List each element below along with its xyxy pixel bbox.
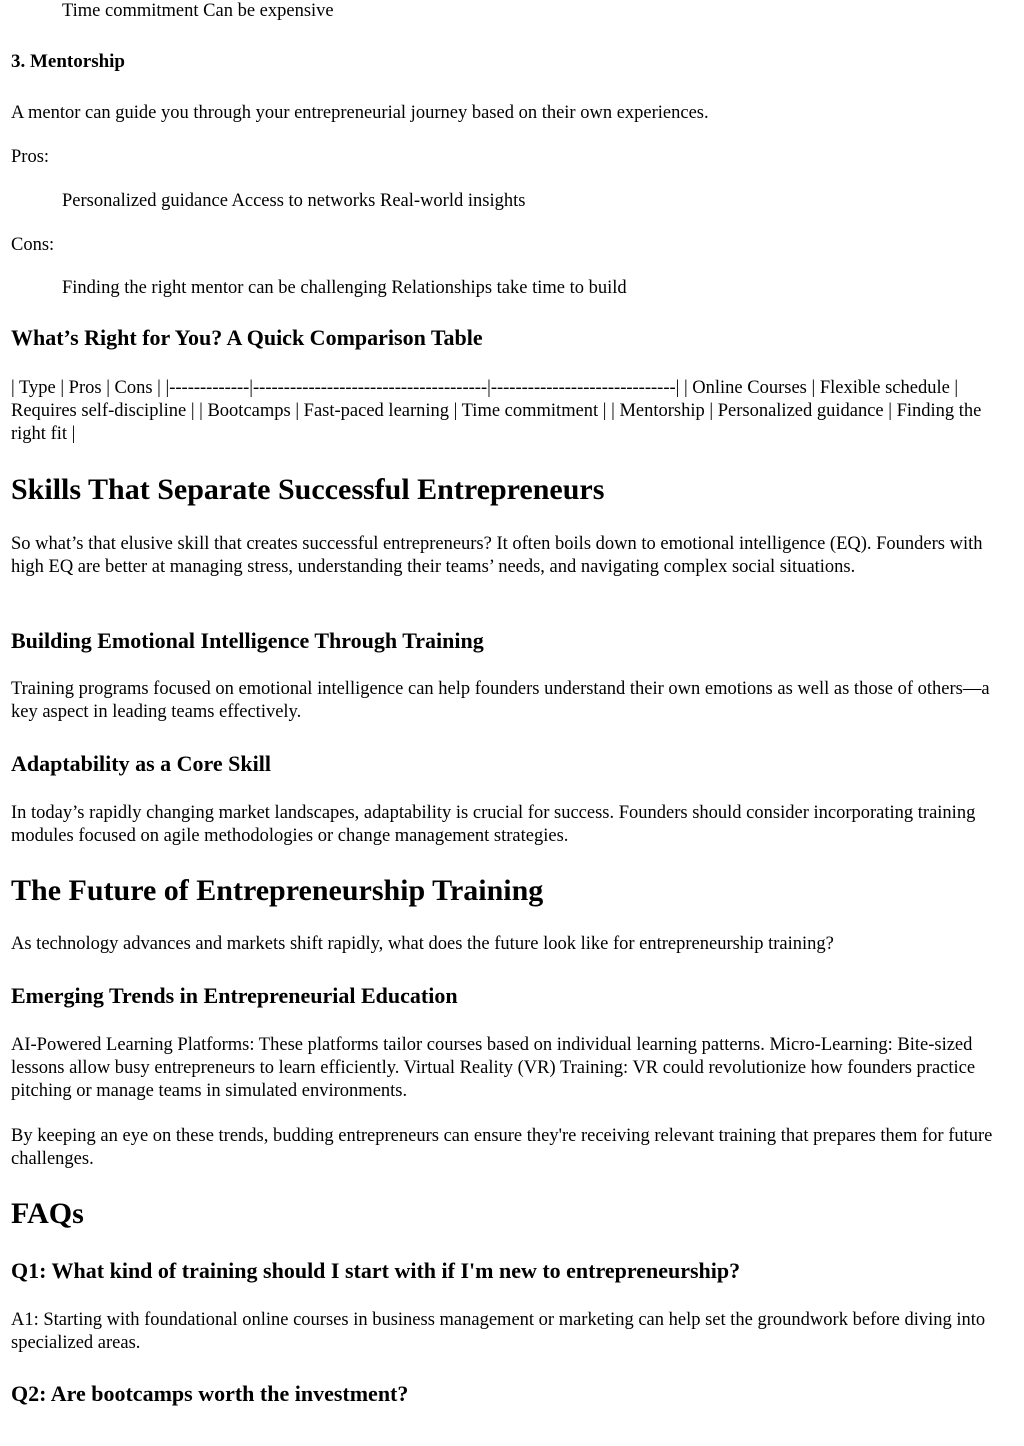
skills-heading: Skills That Separate Successful Entrepreneurs: [11, 473, 605, 506]
cons-label: Cons:: [11, 235, 55, 255]
cons-list-mentorship: Finding the right mentor can be challenging Relationships take time to build: [62, 278, 627, 298]
future-closing: By keeping an eye on these trends, budding entrepreneurs can ensure they're receiving relevant training that prepares them for future challenges.: [11, 1126, 993, 1169]
adaptability-text: In today’s rapidly changing market landscapes, adaptability is crucial for success. Founders should consider incorporating training modules focused on agile methodologies or change management strategies.: [11, 803, 976, 846]
trends-text: AI-Powered Learning Platforms: These platforms tailor courses based on individual learning patterns. Micro-Learning: Bite-sized lessons allow busy entrepreneurs to learn efficiently. Virtual Reality (VR) Training: VR could revolutionize how founders practice pitching or manage teams in simulated environments.: [11, 1035, 976, 1101]
eq-text: Training programs focused on emotional intelligence can help founders understand their own emotions as well as those of others—a key aspect in leading teams effectively.: [11, 679, 990, 722]
mentorship-description: A mentor can guide you through your entrepreneurial journey based on their own experiences.: [11, 103, 709, 123]
faq-q2: Q2: Are bootcamps worth the investment?: [11, 1381, 409, 1406]
mentorship-heading: 3. Mentorship: [11, 51, 125, 72]
skills-intro: So what’s that elusive skill that creates successful entrepreneurs? It often boils down to emotional intelligence (EQ). Founders with high EQ are better at managing stress, understanding their teams’ needs, and navigating complex social situations.: [11, 534, 983, 577]
faq-q1: Q1: What kind of training should I start with if I'm new to entrepreneurship?: [11, 1258, 741, 1283]
pros-label: Pros:: [11, 147, 50, 167]
faqs-heading: FAQs: [11, 1197, 84, 1230]
pros-list-mentorship: Personalized guidance Access to networks Real-world insights: [62, 191, 526, 211]
future-intro: As technology advances and markets shift rapidly, what does the future look like for entrepreneurship training?: [11, 934, 834, 954]
comparison-table-raw: | Type | Pros | Cons | |-------------|--------------------------------------|------------------------------| | Online Courses | Flexible schedule | Requires self-discipline | | Bootcamps | Fast-paced learning | Time commitment | | Mentorship | Personalized guidance | Finding the right fit |: [11, 378, 982, 444]
adaptability-heading: Adaptability as a Core Skill: [11, 751, 271, 776]
cons-list-bootcamps: Time commitment Can be expensive: [62, 1, 334, 21]
comparison-heading: What’s Right for You? A Quick Comparison Table: [11, 325, 483, 350]
faq-a1: A1: Starting with foundational online courses in business management or marketing can help set the groundwork before diving into specialized areas.: [11, 1310, 986, 1353]
trends-heading: Emerging Trends in Entrepreneurial Education: [11, 983, 458, 1008]
future-heading: The Future of Entrepreneurship Training: [11, 874, 544, 907]
eq-heading: Building Emotional Intelligence Through Training: [11, 628, 484, 653]
